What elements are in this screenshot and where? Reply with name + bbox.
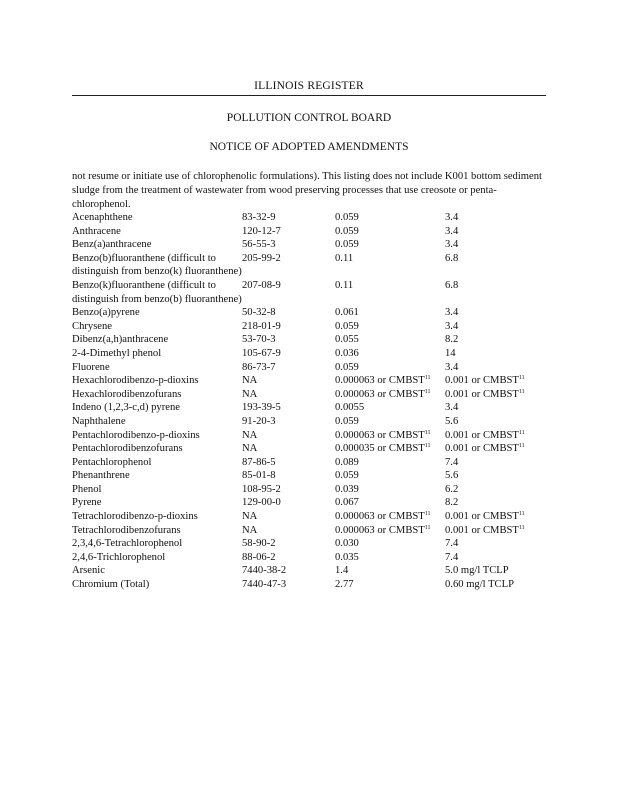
cas-number: 88-06-2 [242, 551, 276, 563]
wastewater-standard: 0.000063 or CMBST$^{11}$ [335, 511, 431, 523]
table-row [72, 456, 546, 470]
nonwastewater-standard: 3.4 [445, 212, 459, 223]
table-row [72, 333, 546, 347]
nonwastewater-standard: 7.4 [445, 551, 459, 563]
table-row [72, 361, 546, 375]
table-row [72, 415, 546, 429]
nonwastewater-standard: 5.6 [445, 415, 459, 427]
constituent-name: Phenanthrene [72, 470, 130, 482]
notice-title: NOTICE OF ADOPTED AMENDMENTS [209, 141, 409, 153]
constituent-name: Anthracene [72, 225, 121, 237]
constituent-name: Tetrachlorodibenzofurans [72, 524, 181, 536]
constituent-name: Tetrachlorodibenzo-p-dioxins [72, 511, 198, 523]
nonwastewater-standard: 0.001 or CMBST$^{11}$ [445, 443, 525, 455]
nonwastewater-standard: 3.4 [445, 307, 459, 319]
footnote-marker: 11 [518, 524, 525, 531]
table-row [72, 496, 546, 510]
constituent-name: Chromium (Total) [72, 579, 150, 591]
nonwastewater-standard: 6.8 [445, 279, 459, 291]
wastewater-standard: 0.0055 [335, 402, 365, 414]
cas-number: 205-99-2 [242, 252, 281, 264]
constituent-name: Pentachlorodibenzo-p-dioxins [72, 429, 200, 441]
cas-number: 129-00-0 [242, 497, 281, 509]
nonwastewater-standard: 14 [445, 347, 456, 359]
constituent-name: Benzo(k)fluoranthene (difficult to distinguish from benzo(b) fluoranthene) [72, 279, 242, 305]
nonwastewater-standard: 3.4 [445, 239, 459, 251]
cas-number: NA [242, 388, 258, 400]
cas-number: 105-67-9 [242, 347, 281, 359]
constituent-name: Hexachlorodibenzo-p-dioxins [72, 375, 199, 387]
wastewater-standard: 1.4 [335, 565, 349, 577]
nonwastewater-standard: 7.4 [445, 456, 459, 468]
nonwastewater-standard: 5.0 mg/l TCLP [445, 565, 509, 577]
constituent-name: Pyrene [72, 497, 102, 509]
nonwastewater-standard: 0.001 or CMBST$^{11}$ [445, 375, 525, 387]
wastewater-standard: 0.089 [335, 456, 359, 468]
cas-number: NA [242, 524, 258, 536]
footnote-marker: 11 [424, 388, 431, 395]
wastewater-standard: 0.030 [335, 538, 359, 550]
footnote-marker: 11 [518, 443, 525, 450]
constituent-table [72, 211, 546, 592]
cas-number: 120-12-7 [242, 225, 281, 237]
table-row [72, 429, 546, 443]
wastewater-standard: 0.035 [335, 551, 359, 563]
table-row [72, 537, 546, 551]
constituent-name: Chrysene [72, 320, 113, 332]
cas-number: 83-32-9 [242, 212, 276, 223]
nonwastewater-standard: 0.001 or CMBST$^{11}$ [445, 429, 525, 441]
wastewater-standard: 0.000063 or CMBST$^{11}$ [335, 429, 431, 441]
constituent-name: 2-4-Dimethyl phenol [72, 347, 162, 359]
wastewater-standard: 0.059 [335, 212, 359, 223]
table-row [72, 510, 546, 524]
table-row [72, 401, 546, 415]
nonwastewater-standard: 8.2 [445, 497, 459, 509]
footnote-marker: 11 [518, 511, 525, 518]
cas-number: 50-32-8 [242, 307, 276, 319]
constituent-name: Benz(a)anthracene [72, 239, 152, 251]
wastewater-standard: 0.039 [335, 483, 359, 495]
header-rule [72, 95, 546, 96]
nonwastewater-standard: 3.4 [445, 361, 459, 373]
cas-number: 207-08-9 [242, 279, 281, 291]
nonwastewater-standard: 3.4 [445, 402, 459, 414]
register-header: ILLINOIS REGISTER [254, 80, 364, 92]
wastewater-standard: 0.000063 or CMBST$^{11}$ [335, 388, 431, 400]
constituent-name: Indeno (1,2,3-c,d) pyrene [72, 402, 180, 414]
table-row [72, 578, 546, 592]
cas-number: 91-20-3 [242, 415, 276, 427]
cas-number: NA [242, 511, 258, 523]
constituent-name: Fluorene [72, 361, 110, 373]
footnote-marker: 11 [518, 375, 525, 382]
table-row [72, 279, 546, 306]
nonwastewater-standard: 8.2 [445, 334, 459, 346]
table-row [72, 347, 546, 361]
nonwastewater-standard: 3.4 [445, 320, 459, 332]
cas-number: 7440-38-2 [242, 565, 287, 577]
wastewater-standard: 0.059 [335, 239, 359, 251]
wastewater-standard: 0.000063 or CMBST$^{11}$ [335, 375, 431, 387]
wastewater-standard: 0.061 [335, 307, 359, 319]
nonwastewater-standard: 6.2 [445, 483, 459, 495]
nonwastewater-standard: 5.6 [445, 470, 459, 482]
nonwastewater-standard: 6.8 [445, 252, 459, 264]
wastewater-standard: 0.059 [335, 470, 359, 482]
cas-number: 53-70-3 [242, 334, 276, 346]
footnote-marker: 11 [424, 443, 431, 450]
cas-number: 193-39-5 [242, 402, 281, 414]
constituent-name: Dibenz(a,h)anthracene [72, 334, 169, 346]
table-row [72, 252, 546, 279]
table-row [72, 306, 546, 320]
footnote-marker: 11 [424, 511, 431, 518]
wastewater-standard: 0.059 [335, 320, 359, 332]
footnote-marker: 11 [424, 524, 431, 531]
wastewater-standard: 0.059 [335, 225, 359, 237]
cas-number: NA [242, 429, 258, 441]
table-row [72, 320, 546, 334]
cas-number: 218-01-9 [242, 320, 281, 332]
constituent-name: Phenol [72, 483, 102, 495]
nonwastewater-standard: 0.001 or CMBST$^{11}$ [445, 524, 525, 536]
cas-number: 87-86-5 [242, 456, 276, 468]
constituent-name: Pentachlorophenol [72, 456, 152, 468]
constituent-name: Hexachlorodibenzofurans [72, 388, 182, 400]
table-row [72, 388, 546, 402]
constituent-name: Pentachlorodibenzofurans [72, 443, 183, 455]
constituent-name: Arsenic [72, 565, 105, 577]
nonwastewater-standard: 7.4 [445, 538, 459, 550]
footnote-marker: 11 [518, 388, 525, 395]
nonwastewater-standard: 0.001 or CMBST$^{11}$ [445, 511, 525, 523]
table-row [72, 442, 546, 456]
constituent-name: 2,3,4,6-Tetrachlorophenol [72, 538, 183, 550]
wastewater-standard: 0.000063 or CMBST$^{11}$ [335, 524, 431, 536]
nonwastewater-standard: 0.001 or CMBST$^{11}$ [445, 388, 525, 400]
wastewater-standard: 0.000035 or CMBST$^{11}$ [335, 443, 431, 455]
table-row [72, 225, 546, 239]
cas-number: 108-95-2 [242, 483, 281, 495]
board-title: POLLUTION CONTROL BOARD [226, 112, 392, 124]
table-row [72, 524, 546, 538]
cas-number: NA [242, 375, 258, 387]
wastewater-standard: 0.059 [335, 361, 359, 373]
cas-number: 85-01-8 [242, 470, 276, 482]
cas-number: 56-55-3 [242, 239, 276, 251]
wastewater-standard: 0.036 [335, 347, 359, 359]
table-row [72, 469, 546, 483]
cas-number: 7440-47-3 [242, 579, 287, 591]
cas-number: NA [242, 443, 258, 455]
constituent-name: Benzo(b)fluoranthene (difficult to distinguish from benzo(k) fluoranthene) [72, 252, 242, 278]
wastewater-standard: 0.11 [335, 252, 354, 264]
constituent-name: Acenaphthene [72, 212, 133, 223]
cas-number: 58-90-2 [242, 538, 276, 550]
constituent-name: Naphthalene [72, 415, 126, 427]
nonwastewater-standard: 0.60 mg/l TCLP [445, 579, 514, 591]
wastewater-standard: 0.11 [335, 279, 354, 291]
footnote-marker: 11 [424, 375, 431, 382]
intro-paragraph: not resume or initiate use of chlorophenolic formulations). This listing does not include K001 bottom sediment sludge from the treatment of wastewater from wood preserving processes that use creosote or penta-chlorophenol. [72, 171, 542, 210]
nonwastewater-standard: 3.4 [445, 225, 459, 237]
table-row [72, 483, 546, 497]
wastewater-standard: 0.055 [335, 334, 359, 346]
constituent-name: Benzo(a)pyrene [72, 307, 140, 319]
footnote-marker: 11 [424, 429, 431, 436]
constituent-name: 2,4,6-Trichlorophenol [72, 551, 166, 563]
table-row [72, 211, 546, 225]
wastewater-standard: 0.067 [335, 497, 359, 509]
table-row [72, 551, 546, 565]
wastewater-standard: 0.059 [335, 415, 359, 427]
wastewater-standard: 2.77 [335, 579, 354, 591]
footnote-marker: 11 [518, 429, 525, 436]
cas-number: 86-73-7 [242, 361, 276, 373]
table-row [72, 374, 546, 388]
table-row [72, 564, 546, 578]
table-row [72, 238, 546, 252]
